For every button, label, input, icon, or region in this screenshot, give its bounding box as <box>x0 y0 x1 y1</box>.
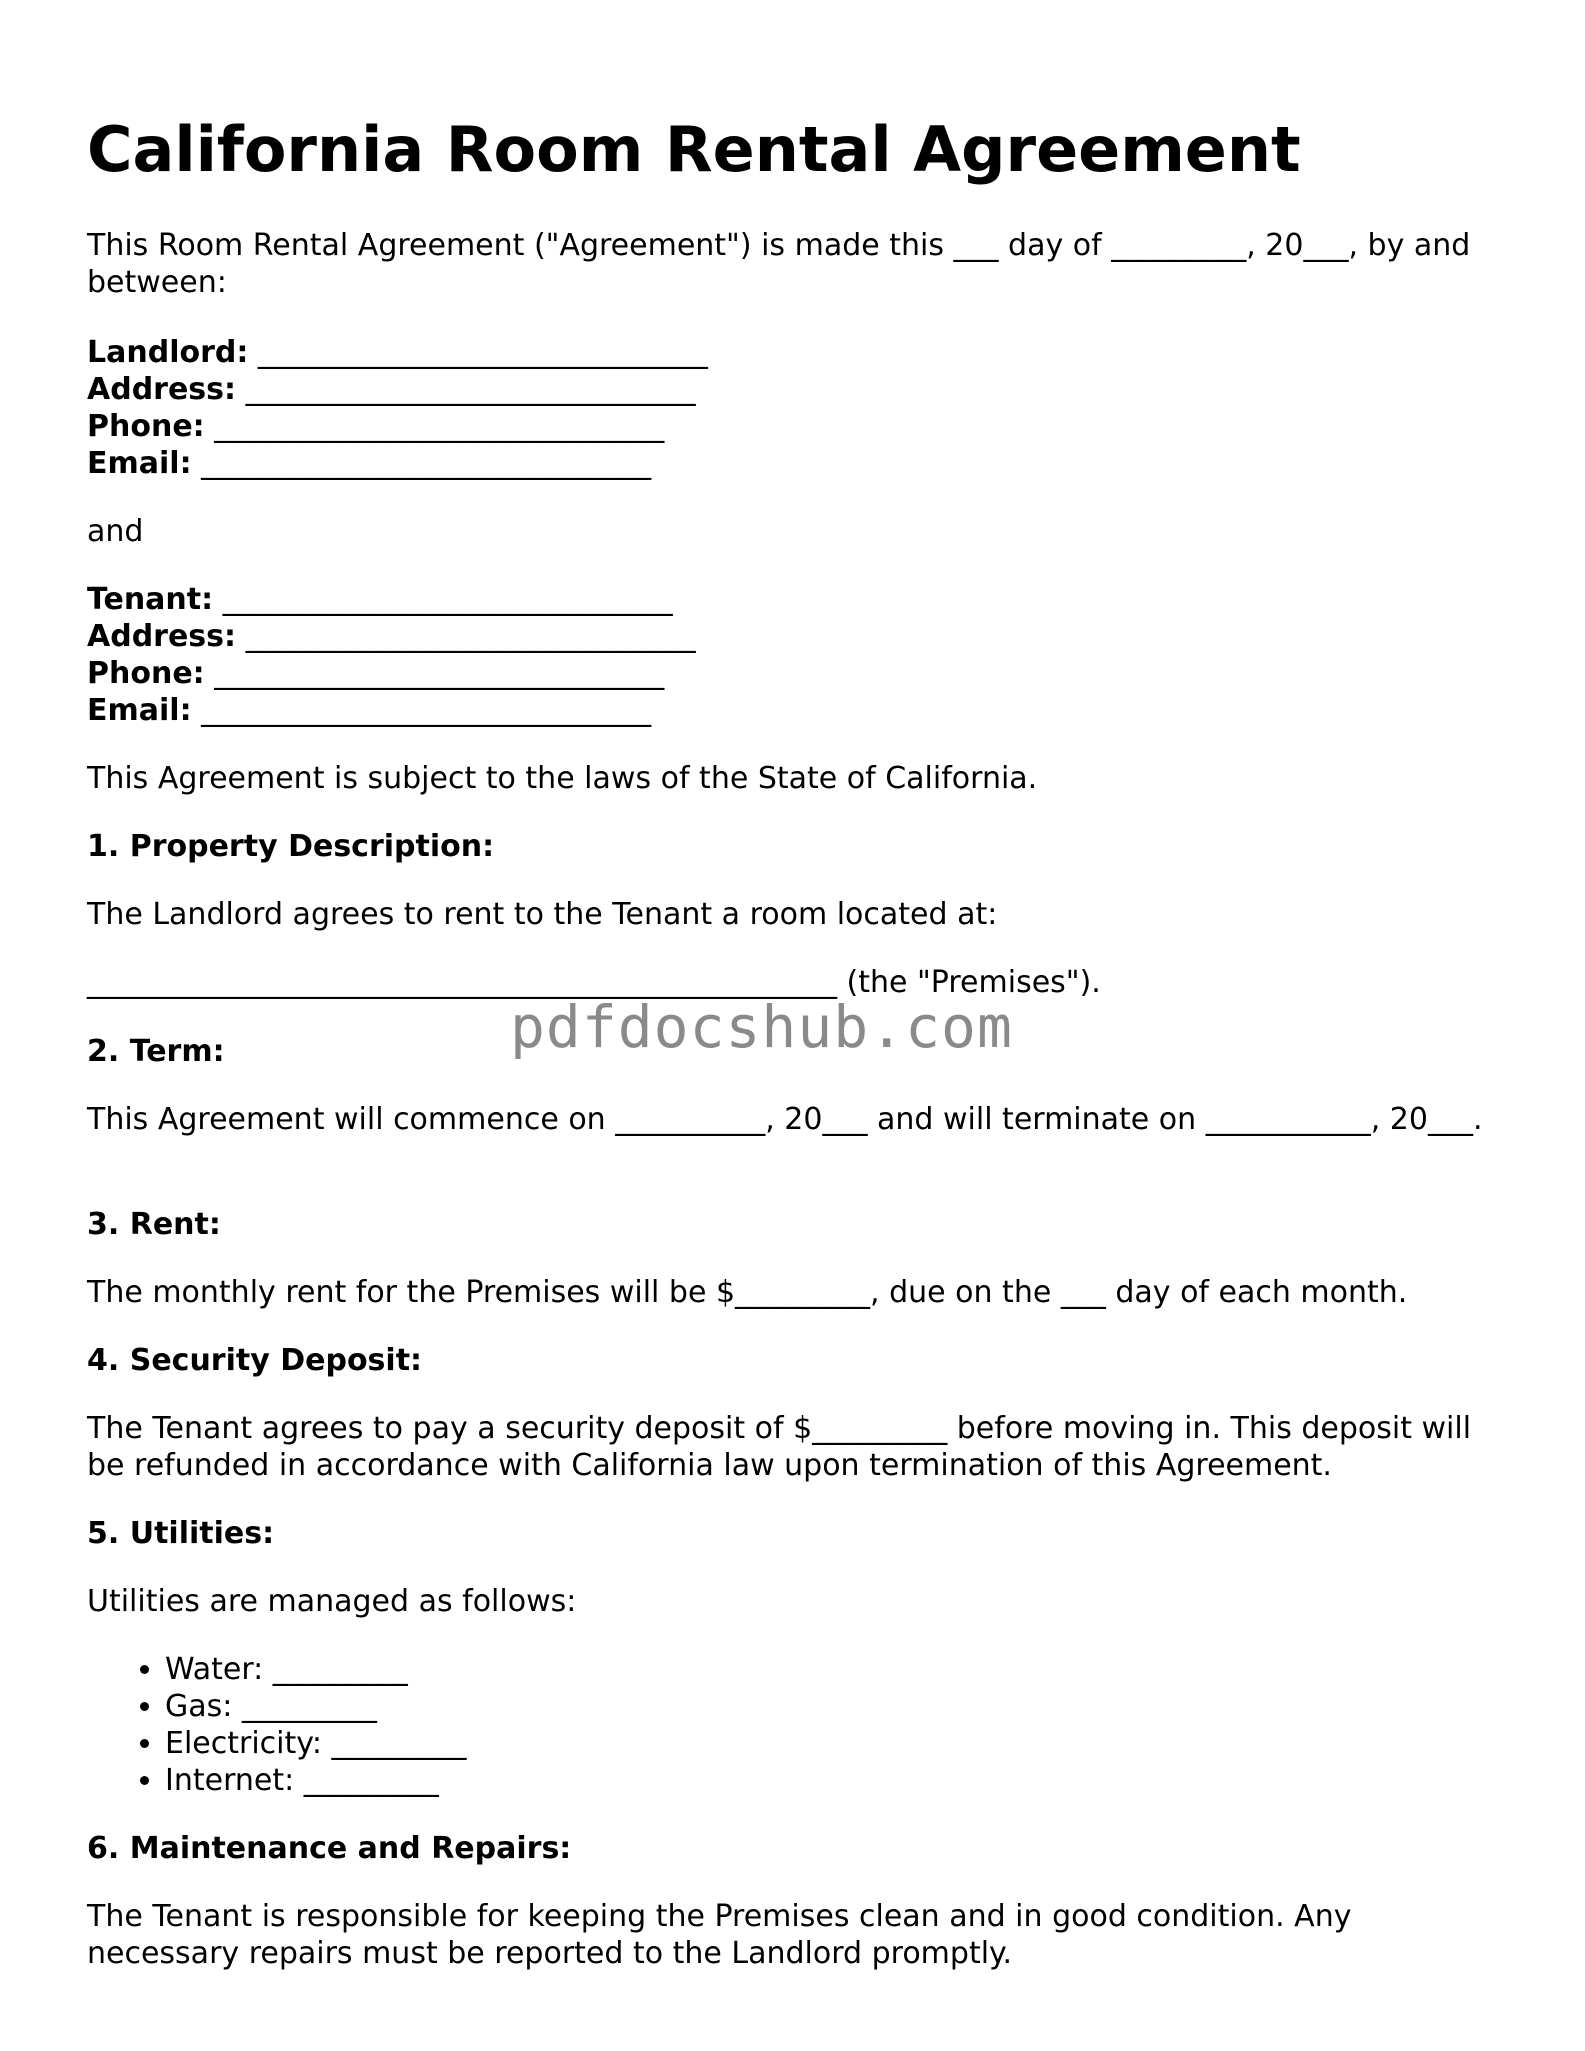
landlord-email-line <box>87 445 1497 482</box>
list-item: • Internet: _________ <box>165 1762 466 1799</box>
tenant-block <box>87 581 1497 729</box>
tenant-label: Tenant: <box>87 582 214 617</box>
tenant-email-label: Email: <box>87 693 192 728</box>
landlord-phone-line <box>87 408 1497 445</box>
tenant-phone-label: Phone: <box>87 656 205 691</box>
landlord-email-label: Email: <box>87 446 192 481</box>
document-title: California Room Rental Agreement <box>87 113 1301 186</box>
section-heading-term: 2. Term: <box>87 1034 225 1069</box>
landlord-address-blank: ______________________________ <box>236 372 696 407</box>
landlord-name-line <box>87 334 1497 371</box>
section-heading-deposit: 4. Security Deposit: <box>87 1343 423 1378</box>
tenant-phone-blank: ______________________________ <box>204 656 665 691</box>
landlord-phone-label: Phone: <box>87 409 205 444</box>
landlord-block <box>87 334 1497 482</box>
list-item: • Gas: _________ <box>165 1688 466 1725</box>
tenant-email-line <box>87 692 1497 729</box>
tenant-name-line <box>87 581 1497 618</box>
tenant-address-line <box>87 618 1497 655</box>
watermark-text: pdfdocshub.com <box>510 993 1013 1061</box>
intro-paragraph: This Room Rental Agreement ("Agreement") is made this ___ day of _________, 20___, by and between: <box>87 228 1471 300</box>
landlord-address-label: Address: <box>87 372 237 407</box>
section-heading-maintenance: 6. Maintenance and Repairs: <box>87 1831 572 1866</box>
tenant-email-blank: ______________________________ <box>191 693 652 728</box>
section-heading-utilities: 5. Utilities: <box>87 1516 275 1551</box>
landlord-phone-blank: ______________________________ <box>204 409 665 444</box>
deposit-text: The Tenant agrees to pay a security deposit of $_________ before moving in. This deposit will be refunded in accordance with California law upon termination of this Agreement. <box>87 1411 1472 1483</box>
and-separator: and <box>87 514 144 549</box>
utilities-text: Utilities are managed as follows: <box>87 1584 577 1619</box>
law-statement: This Agreement is subject to the laws of the State of California. <box>87 761 1038 796</box>
utilities-list <box>87 1651 466 1799</box>
tenant-name-blank: ______________________________ <box>213 582 673 617</box>
landlord-name-blank: ______________________________ <box>248 335 708 370</box>
maintenance-text: The Tenant is responsible for keeping the Premises clean and in good condition. Any necessary repairs must be reported to the Landlord promptly. <box>87 1899 1352 1971</box>
section-heading-property: 1. Property Description: <box>87 829 495 864</box>
property-text: The Landlord agrees to rent to the Tenant a room located at: <box>87 897 998 932</box>
tenant-address-label: Address: <box>87 619 237 654</box>
rent-text: The monthly rent for the Premises will be $_________, due on the ___ day of each month. <box>87 1275 1408 1310</box>
landlord-email-blank: ______________________________ <box>191 446 652 481</box>
premises-line: __________________________________________________ (the "Premises"). <box>87 965 1101 1000</box>
section-heading-rent: 3. Rent: <box>87 1207 221 1242</box>
landlord-label: Landlord: <box>87 335 249 370</box>
list-item: • Water: _________ <box>165 1651 466 1688</box>
list-item: • Electricity: _________ <box>165 1725 466 1762</box>
tenant-address-blank: ______________________________ <box>236 619 696 654</box>
tenant-phone-line <box>87 655 1497 692</box>
landlord-address-line <box>87 371 1497 408</box>
term-text: This Agreement will commence on __________, 20___ and will terminate on ___________, 20___. <box>87 1102 1483 1137</box>
